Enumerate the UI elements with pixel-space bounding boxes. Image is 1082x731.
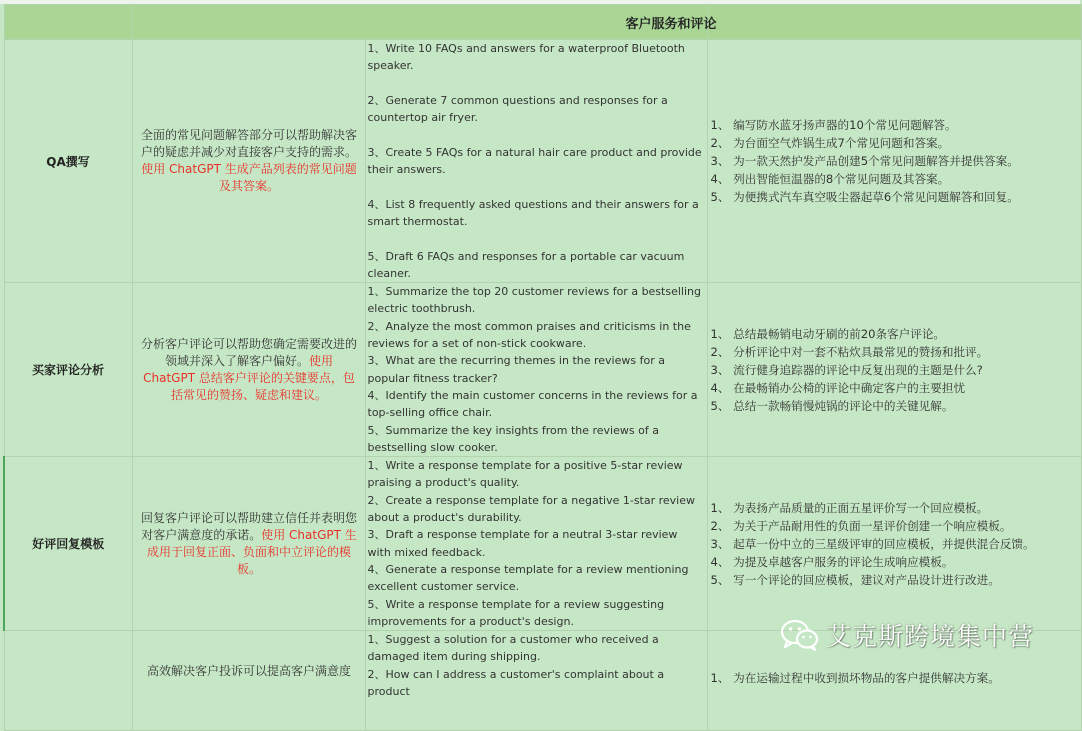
chinese-prompt: 2、 为台面空气炸锅生成7个常见问题和答案。 — [710, 136, 950, 151]
description-highlight: 使用 ChatGPT 总结客户评论的关键要点，包括常见的赞扬、疑虑和建议。 — [143, 353, 355, 402]
english-prompt: 4、Generate a response template for a review mentioning excellent customer service. — [367, 562, 689, 594]
english-prompt: 4、Identify the main customer concerns in the reviews for a top-selling office chair. — [367, 388, 698, 420]
watermark — [780, 615, 1034, 655]
english-prompt: 3、Create 5 FAQs for a natural hair care product and provide their answers. — [367, 145, 702, 177]
description-cell — [132, 283, 365, 457]
chinese-prompt: 1、 总结最畅销电动牙刷的前20条客户评论。 — [710, 326, 946, 341]
english-prompts-cell — [365, 631, 707, 731]
category-cell — [4, 457, 132, 631]
category-cell — [4, 283, 132, 457]
chinese-prompt: 4、 列出智能恒温器的8个常见问题及其答案。 — [710, 172, 950, 187]
category-cell — [4, 631, 132, 731]
watermark-text: 艾克斯跨境集中营 — [826, 622, 1035, 651]
description-cell — [132, 40, 365, 283]
english-prompt: 2、Create a response template for a negative 1-star review about a product's durability. — [367, 493, 696, 525]
english-prompt: 3、Draft a response template for a neutral 3-star review with mixed feedback. — [367, 528, 678, 559]
description-highlight: 使用 ChatGPT 生成产品列表的常见问题及其答案。 — [141, 162, 357, 194]
english-prompt: 5、Summarize the key insights from the reviews of a bestselling slow cooker. — [367, 423, 659, 454]
table-row — [4, 457, 1081, 631]
english-prompts-cell — [365, 283, 707, 457]
category-label: 买家评论分析 — [31, 363, 104, 378]
chinese-prompt: 1、 编写防水蓝牙扬声器的10个常见问题解答。 — [710, 118, 957, 133]
description-cell — [132, 457, 365, 631]
english-prompt: 1、Write a response template for a positive 5-star review praising a product's quality. — [367, 459, 683, 490]
description-text: 回复客户评论可以帮助建立信任并表明您对客户满意度的承诺。 — [140, 510, 357, 542]
chinese-prompt: 2、 分析评论中对一套不粘炊具最常见的赞扬和批评。 — [710, 344, 989, 359]
description-text: 全面的常见问题解答部分可以帮助解决客户的疑虑并减少对直接客户支持的需求。 — [140, 128, 357, 160]
table-row — [4, 283, 1081, 457]
english-prompt: 2、How can I address a customer's complaint about a product — [367, 667, 665, 698]
chinese-prompts-cell — [707, 40, 1081, 283]
description-cell — [132, 631, 365, 731]
english-prompt: 3、What are the recurring themes in the reviews for a popular fitness tracker? — [367, 354, 665, 385]
english-prompt: 1、Write 10 FAQs and answers for a waterproof Bluetooth speaker. — [367, 42, 685, 73]
chinese-prompt: 4、 为提及卓越客户服务的评论生成响应模板。 — [710, 554, 954, 569]
english-prompt: 2、Generate 7 common questions and responses for a countertop air fryer. — [367, 93, 668, 125]
chinese-prompt: 1、 为在运输过程中收到损坏物品的客户提供解决方案。 — [710, 671, 1000, 686]
english-prompt: 2、Analyze the most common praises and criticisms in the reviews for a set of non-stick cookware. — [367, 319, 691, 351]
category-cell — [4, 40, 132, 283]
category-label: QA撰写 — [46, 154, 90, 169]
table-title: 客户服务和评论 — [625, 16, 717, 32]
english-prompt: 5、Draft 6 FAQs and responses for a portable car vacuum cleaner. — [367, 249, 685, 280]
chinese-prompt: 1、 为表扬产品质量的正面五星评价写一个回应模板。 — [710, 500, 989, 515]
wechat-icon — [780, 618, 820, 652]
english-prompt: 1、Suggest a solution for a customer who received a damaged item during shipping. — [367, 633, 659, 664]
english-prompt: 1、Summarize the top 20 customer reviews for a bestselling electric toothbrush. — [367, 285, 701, 316]
english-prompts-cell — [365, 40, 707, 283]
chinese-prompt: 5、 为便携式汽车真空吸尘器起草6个常见问题解答和回复。 — [710, 190, 1019, 205]
description-highlight: 使用 ChatGPT 生成用于回复正面、负面和中立评论的模板。 — [146, 527, 357, 576]
english-prompt: 4、List 8 frequently asked questions and their answers for a smart thermostat. — [367, 197, 699, 228]
chinese-prompt: 5、 总结一款畅销慢炖锅的评论中的关键见解。 — [710, 398, 954, 413]
chinese-prompts-cell — [707, 283, 1081, 457]
category-label: 好评回复模板 — [32, 537, 105, 552]
chinese-prompt: 3、 起草一份中立的三星级评审的回应模板，并提供混合反馈。 — [710, 536, 1035, 551]
description-text: 分析客户评论可以帮助您确定需要改进的领域并深入了解客户偏好。 — [140, 336, 357, 368]
chinese-prompt: 5、 写一个评论的回应模板，建议对产品设计进行改进。 — [710, 572, 1000, 587]
table-header-row — [4, 5, 1081, 40]
chinese-prompt: 2、 为关于产品耐用性的负面一星评价创建一个响应模板。 — [710, 518, 1012, 533]
english-prompts-cell — [365, 457, 707, 631]
table-row — [4, 40, 1081, 283]
chinese-prompt: 3、 为一款天然护发产品创建5个常见问题解答并提供答案。 — [710, 154, 1019, 169]
english-prompt: 5、Write a response template for a review suggesting improvements for a product's design. — [367, 597, 665, 628]
chinese-prompts-cell — [707, 457, 1081, 631]
chinese-prompt: 3、 流行健身追踪器的评论中反复出现的主题是什么? — [710, 362, 983, 377]
chinese-prompt: 4、 在最畅销办公椅的评论中确定客户的主要担忧 — [710, 380, 966, 395]
description-text: 高效解决客户投诉可以提高客户满意度 — [146, 664, 351, 679]
